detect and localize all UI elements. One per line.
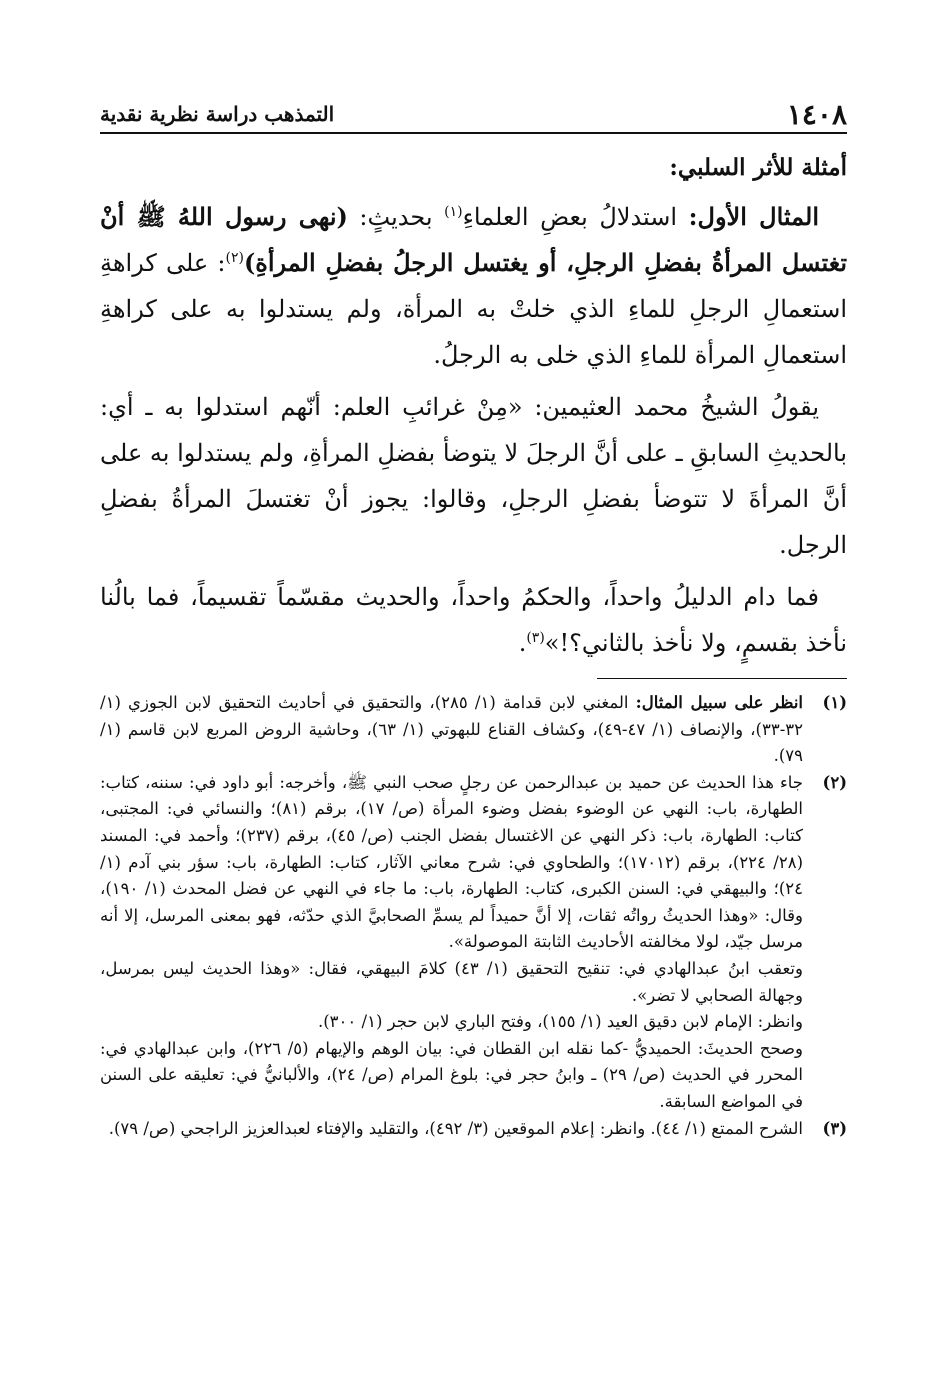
final-dot: .	[518, 629, 527, 657]
footnote-lead: انظر على سبيل المثال:	[635, 693, 803, 712]
final-paragraph	[100, 574, 847, 666]
footnote-paragraph: وتعقب ابنُ عبدالهادي في: تنقيح التحقيق (١/ ٤٣) كلامَ البيهقي، فقال: «وهذا الحديث ليس بمرسل، وجهالة الصحابي لا تضر».	[100, 958, 803, 1005]
footnote-1	[100, 690, 847, 770]
example-one-text-b: بحديثٍ:	[347, 203, 445, 231]
footnote-ref-2[interactable]: (٢)	[225, 250, 244, 266]
footnote-paragraph: وصحح الحديثَ: الحميديُّ -كما نقله ابن القطان في: بيان الوهم والإيهام (٥/ ٢٢٦)، وابن عبدالهادي في: المحرر في الحديث (ص/ ٢٩) ـ وابنُ حجر في: بلوغ المرام (ص/ ٢٤)، والألبانيُّ في: تعليقه على السنن في المواضع السابقة.	[100, 1038, 804, 1111]
main-text	[100, 140, 847, 672]
footnote-paragraph: وانظر: الإمام لابن دقيق العيد (١/ ١٥٥)، وفتح الباري لابن حجر (١/ ٣٠٠).	[317, 1012, 803, 1032]
hadith-text: (نهى رسول اللهُ ﷺ أنْ تغتسل المرأةُ بفضلِ الرجلِ، أو يغتسل الرجلُ بفضلِ المرأةِ)	[100, 202, 848, 277]
footnote-3	[100, 1116, 847, 1143]
page-number: ١٤٠٨	[786, 97, 847, 131]
footnote-body	[100, 770, 803, 1116]
quote-paragraph: يقولُ الشيخُ محمد العثيمين: «مِنْ غرائبِ العلم: أنّهم استدلوا به ـ أي: بالحديثِ السابقِ ـ على أنَّ الرجلَ لا يتوضأ بفضلِ المرأةِ، ولم يستدلوا به على أنَّ المرأةَ لا تتوضأ بفضلِ الرجلِ، وقالوا: يجوز أنْ تغتسلَ المرأةُ بفضلِ الرجل.	[100, 393, 847, 559]
footnote-ref-3[interactable]: (٣)	[526, 630, 545, 646]
footnote-body	[100, 690, 803, 770]
example-one-paragraph	[100, 194, 847, 378]
footnote-paragraph: جاء هذا الحديث عن حميد بن عبدالرحمن عن رجلٍ صحب النبي ﷺ، وأخرجه: أبو داود في: سننه، كتاب: الطهارة، باب: النهي عن الوضوء بفضل وضوء المرأة (ص/ ١٧)، برقم (٨١)؛ والنسائي في: المجتبى، كتاب: الطهارة، باب: ذكر النهي عن الاغتسال بفضل الجنب (ص/ ٤٥)، برقم (٢٣٧)؛ وأحمد في: المسند (٢٨/ ٢٢٤)، برقم (١٧٠١٢)؛ والطحاوي في: شرح معاني الآثار، كتاب: الطهارة، باب: سؤر بني آدم (١/ ٢٤)؛ والبيهقي في: السنن الكبرى، كتاب: الطهارة، باب: ما جاء في النهي عن فضل المحدث (١/ ١٩٠)، وقال: «وهذا الحديثُ رواتُه ثقات، إلا أنَّ حميداً لم يسمِّ الصحابيَّ الذي حدّثه، فهو بمعنى المرسل، إلا أنه مرسل جيّد، لولا مخالفته الأحاديث الثابتة الموصولة».	[100, 772, 803, 952]
final-paragraph-text: فما دام الدليلُ واحداً، والحكمُ واحداً، والحديث مقسّماً تقسيماً، فما بالُنا نأخذ بقسمٍ، ولا نأخذ بالثاني؟!»	[100, 583, 847, 657]
example-one-text-c: : على كراهةِ استعمالِ الرجلِ للماءِ الذي خلتْ به المرأة، ولم يستدلوا به على كراهةِ استعمالِ المرأة للماءِ الذي خلى به الرجلُ.	[100, 249, 847, 369]
footnote-paragraph	[100, 690, 803, 770]
footnote-paragraph: الشرح الممتع (١/ ٤٤). وانظر: إعلام الموقعين (٣/ ٤٩٢)، والتقليد والإفتاء لعبدالعزيز الراجحي (ص/ ٧٩).	[108, 1118, 803, 1138]
footnote-2	[100, 770, 847, 1116]
footnote-number: (٢)	[822, 772, 847, 792]
footnote-separator	[597, 678, 847, 679]
example-one-text-a: استدلالُ بعضِ العلماءِ	[462, 203, 689, 231]
footnotes	[100, 690, 847, 1142]
footnote-body	[100, 1116, 803, 1143]
footnote-number: (١)	[822, 693, 847, 712]
footnote-text: المغني لابن قدامة (١/ ٢٨٥)، والتحقيق في أحاديث التحقيق لابن الجوزي (١/ ٣٢-٣٣)، والإنصاف (١/ ٤٧-٤٩)، وكشاف القناع للبهوتي (١/ ٦٣)، وحاشية الروض المربع لابن قاسم (١/ ٧٩).	[100, 693, 803, 766]
page-header	[100, 96, 847, 134]
footnote-ref-1[interactable]: (١)	[444, 204, 463, 220]
running-title: التمذهب دراسة نظرية نقدية	[100, 102, 335, 126]
example-one-label: المثال الأول:	[688, 202, 820, 231]
section-heading: أمثلة للأثر السلبي:	[669, 154, 847, 181]
footnote-number: (٣)	[822, 1118, 847, 1138]
